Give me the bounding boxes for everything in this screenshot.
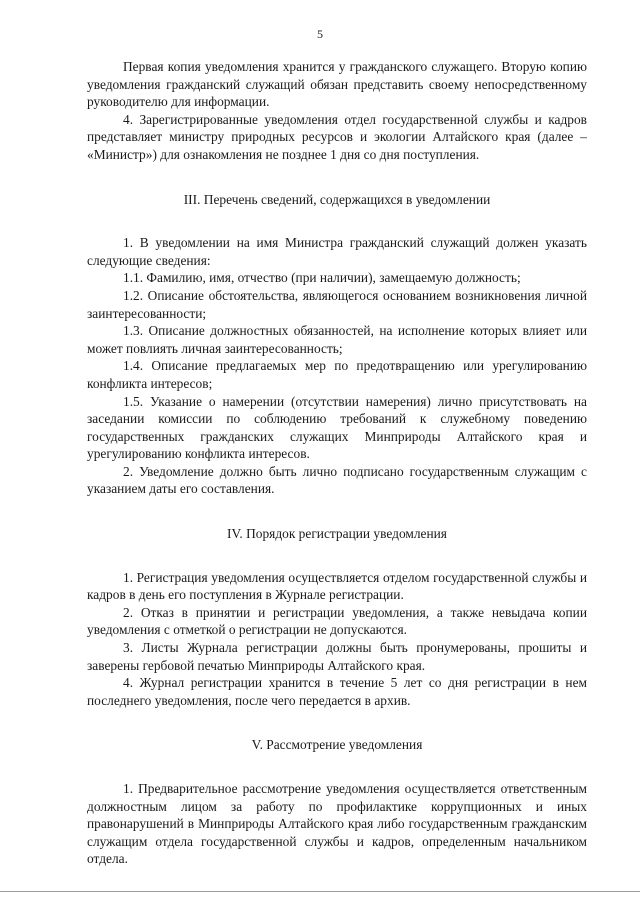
section-4-body xyxy=(87,569,587,710)
section-3-paragraph: 1. В уведомлении на имя Министра гражданский служащий должен указать следующие сведения: xyxy=(87,235,587,268)
section-4-paragraph: 1. Регистрация уведомления осуществляется отделом государственной службы и кадров в день его поступления в Журнале регистрации. xyxy=(87,569,587,603)
section-3-paragraph: 1.4. Описание предлагаемых мер по предотвращению или урегулированию конфликта интересов; xyxy=(87,358,587,391)
section-5-body xyxy=(87,780,587,868)
section-4-paragraph: 2. Отказ в принятии и регистрации уведомления, а также невыдача копии уведомления с отметкой о регистрации не допускаются. xyxy=(87,604,587,638)
scan-edge-line xyxy=(0,891,640,892)
section-4-paragraph: 3. Листы Журнала регистрации должны быть пронумерованы, прошиты и заверены гербовой печатью Минприроды Алтайского края. xyxy=(87,640,587,673)
section-3-paragraph: 1.2. Описание обстоятельства, являющегося основанием возникновения личной заинтересованности; xyxy=(87,287,587,321)
section-3-paragraph: 1.1. Фамилию, имя, отчество (при наличии), замещаемую должность; xyxy=(123,270,521,286)
paragraph-registered-notifications: 4. Зарегистрированные уведомления отдел государственной службы и кадров представляет министру природных ресурсов и экологии Алтайского края (далее – «Министр») для ознакомления не позднее 1 дня со дня поступления. xyxy=(87,111,587,162)
section-5-paragraph: 1. Предварительное рассмотрение уведомления осуществляется ответственным должностным лицом за работу по профилактике коррупционных и иных правонарушений в Минприроды Алтайского края либо государственным гражданским служащим отдела государственной службы и кадров, определенным начальником отдела. xyxy=(87,781,587,867)
section-4-paragraph: 4. Журнал регистрации хранится в течение 5 лет со дня регистрации в нем последнего уведомления, после чего передается в архив. xyxy=(87,675,587,708)
section-3-paragraph: 1.5. Указание о намерении (отсутствии намерения) лично присутствовать на заседании комиссии по соблюдению требований к служебному поведению государственных гражданских служащих Минприроды Алтайского края и урегулированию конфликта интересов. xyxy=(87,393,587,462)
section-3-paragraph: 1.3. Описание должностных обязанностей, на исполнение которых влияет или может повлиять личная заинтересованность; xyxy=(87,323,587,356)
section-heading-5: V. Рассмотрение уведомления xyxy=(251,737,423,753)
section-3-paragraph: 2. Уведомление должно быть лично подписано государственным служащим с указанием даты его составления. xyxy=(87,463,587,497)
section-heading-3: III. Перечень сведений, содержащихся в уведомлении xyxy=(183,191,491,207)
section-3-body xyxy=(87,234,587,498)
page-number: 5 xyxy=(317,27,323,41)
document-body xyxy=(87,58,587,868)
paragraph-copy-storage: Первая копия уведомления хранится у гражданского служащего. Вторую копию уведомления гражданский служащий обязан представить своему непосредственному руководителю для информации. xyxy=(87,59,587,110)
section-heading-4: IV. Порядок регистрации уведомления xyxy=(227,526,447,542)
